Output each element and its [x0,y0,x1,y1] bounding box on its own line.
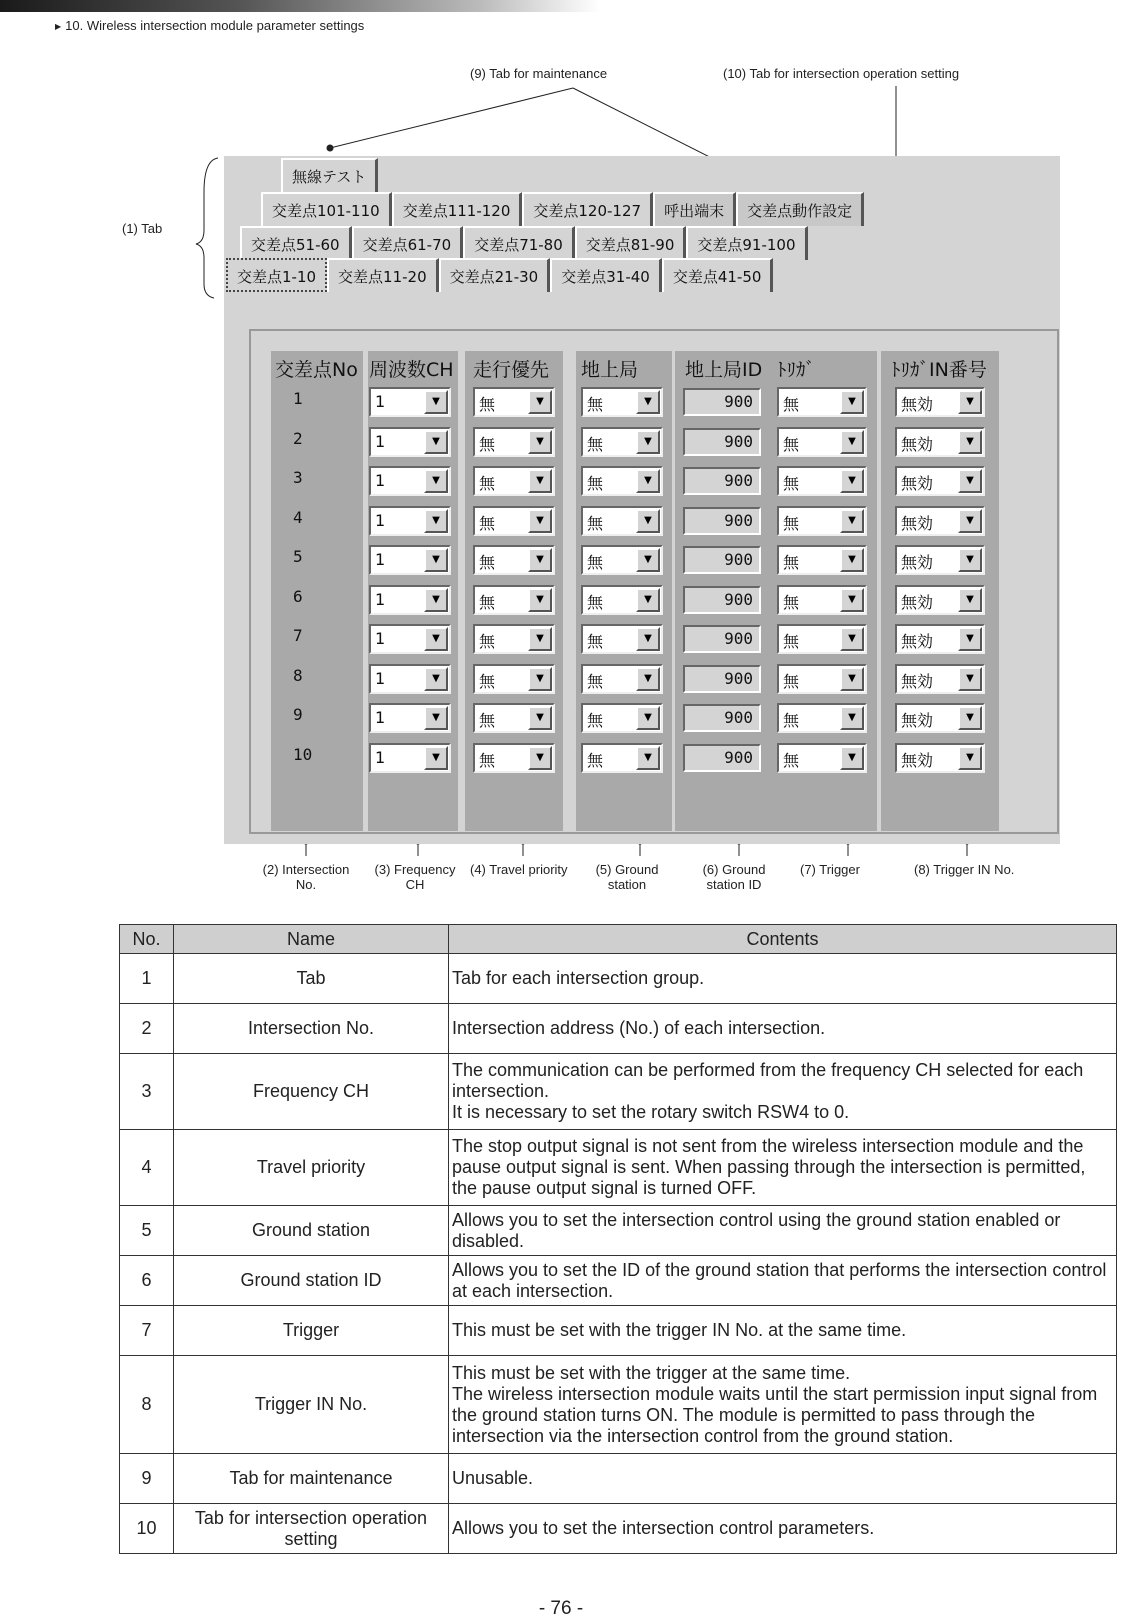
header-contents: Contents [449,925,1117,954]
travel-priority-select[interactable] [473,545,555,575]
ground-station-select-value: 無 [587,434,604,454]
dropdown-arrow-icon[interactable]: ▼ [424,390,448,414]
row-contents-cell: This must be set with the trigger at the same time. The wireless intersection module waits until the start permission input signal from the ground station turns ON. The module is permitted to pass through the intersection via the intersection control from the ground station. [449,1356,1117,1454]
ground-station-select-value: 無 [587,395,604,414]
tab-row-3 [240,226,808,260]
header-name: Name [174,925,449,954]
table-row [120,954,1117,1004]
travel-priority-select-value: 無 [479,395,496,414]
ground-station-id-field[interactable]: 900 [683,704,761,732]
travel-priority-select-value: 無 [479,671,496,691]
dropdown-arrow-icon[interactable]: ▼ [424,469,448,493]
table-body [120,954,1117,1554]
trigger-in-no-select[interactable] [895,743,985,773]
description-table [119,924,1117,1554]
tab-111-120[interactable]: 交差点111-120 [392,192,523,226]
trigger-in-no-select-value: 無効 [901,474,934,493]
trigger-in-no-select-value: 無効 [901,434,934,454]
ground-station-id-field[interactable]: 900 [683,467,761,495]
trigger-select-value: 無 [783,434,800,454]
row-name-cell: Tab [174,954,449,1004]
travel-priority-select-value: 無 [479,553,496,572]
callout-tab: (1) Tab [122,221,163,236]
trigger-in-no-select-value: 無効 [901,711,934,730]
intersection-no-cell: 5 [293,547,303,566]
trigger-select[interactable] [777,624,867,654]
intersection-no-cell: 6 [293,586,303,606]
ground-station-select[interactable] [581,743,663,773]
tab-intersection-operation[interactable]: 交差点動作設定 [736,192,864,226]
travel-priority-select-value: 無 [479,592,496,612]
table-header-row [120,925,1117,954]
ground-station-id-field[interactable]: 900 [683,388,761,416]
travel-priority-select-value: 無 [479,474,496,493]
travel-priority-select[interactable] [473,664,555,694]
dropdown-arrow-icon[interactable]: ▼ [424,548,448,572]
trigger-in-no-select-value: 無効 [901,632,934,651]
tab-61-70[interactable]: 交差点61-70 [352,226,464,260]
trigger-select-value: 無 [783,553,800,572]
tab-41-50[interactable]: 交差点41-50 [662,258,774,292]
ground-station-select[interactable] [581,664,663,694]
dropdown-arrow-icon[interactable]: ▼ [424,588,448,612]
ground-station-select-value: 無 [587,671,604,691]
ground-station-id-field[interactable]: 900 [683,546,761,574]
dropdown-arrow-icon[interactable]: ▼ [636,588,660,612]
dropdown-arrow-icon[interactable]: ▼ [528,706,552,730]
row-contents-cell: Tab for each intersection group. [449,954,1117,1004]
trigger-select-value: 無 [783,711,800,730]
ground-station-id-field[interactable]: 900 [683,625,761,653]
ground-station-select-value: 無 [587,474,604,493]
frequency-ch-select[interactable] [369,545,451,575]
trigger-select[interactable] [777,387,867,417]
travel-priority-select[interactable] [473,387,555,417]
intersection-no-cell: 10 [293,744,313,764]
frequency-ch-select[interactable] [369,703,451,733]
intersection-no-cell: 2 [293,428,303,448]
travel-priority-select[interactable] [473,703,555,733]
dropdown-arrow-icon[interactable]: ▼ [840,548,864,572]
row-name-cell: Tab for maintenance [174,1454,449,1504]
row-no-cell: 6 [120,1256,174,1306]
trigger-select-value: 無 [783,474,800,493]
dropdown-arrow-icon[interactable]: ▼ [424,746,448,770]
trigger-in-no-select[interactable] [895,703,985,733]
frequency-ch-select-value: 1 [375,589,386,609]
callout-tab-maintenance: (9) Tab for maintenance [470,66,608,81]
row-no-cell: 3 [120,1054,174,1130]
dropdown-arrow-icon[interactable]: ▼ [528,588,552,612]
header-trigger: ﾄﾘｶﾞ [777,359,816,381]
frequency-ch-select[interactable] [369,743,451,773]
row-name-cell: Frequency CH [174,1054,449,1130]
tab-91-100[interactable]: 交差点91-100 [686,226,807,260]
frequency-ch-select[interactable] [369,466,451,496]
dropdown-arrow-icon[interactable]: ▼ [636,548,660,572]
row-name-cell: Travel priority [174,1130,449,1206]
header-no: No. [120,925,174,954]
table-row [120,1004,1117,1054]
dropdown-arrow-icon[interactable]: ▼ [840,627,864,651]
row-contents-cell: Allows you to set the intersection control using the ground station enabled or disabled. [449,1206,1117,1256]
travel-priority-select[interactable] [473,585,555,615]
frequency-ch-select-value: 1 [375,708,386,727]
header-ground-station: 地上局 [581,359,639,381]
frequency-ch-select-value: 1 [375,629,386,648]
frequency-ch-select[interactable] [369,387,451,417]
dropdown-arrow-icon[interactable]: ▼ [958,390,982,414]
tab-120-127[interactable]: 交差点120-127 [522,192,653,226]
frequency-ch-select[interactable] [369,506,451,536]
dropdown-arrow-icon[interactable]: ▼ [528,746,552,770]
dropdown-arrow-icon[interactable]: ▼ [636,430,660,454]
dropdown-arrow-icon[interactable]: ▼ [958,588,982,612]
dropdown-arrow-icon[interactable]: ▼ [528,548,552,572]
trigger-in-no-select-value: 無効 [901,671,934,691]
dropdown-arrow-icon[interactable]: ▼ [636,746,660,770]
trigger-in-no-select-value: 無効 [901,750,934,770]
row-no-cell: 9 [120,1454,174,1504]
triangle-bullet-icon: ▶ [55,22,62,31]
dropdown-arrow-icon[interactable]: ▼ [528,627,552,651]
dropdown-arrow-icon[interactable]: ▼ [636,706,660,730]
trigger-select[interactable] [777,545,867,575]
tab-101-110[interactable]: 交差点101-110 [261,192,392,226]
tab-51-60[interactable]: 交差点51-60 [240,226,352,260]
tab-call-terminal[interactable]: 呼出端末 [653,192,736,226]
travel-priority-select[interactable] [473,624,555,654]
table-row [120,1130,1117,1206]
frequency-ch-select[interactable] [369,664,451,694]
dropdown-arrow-icon[interactable]: ▼ [840,469,864,493]
table-row [120,1054,1117,1130]
tab-21-30[interactable]: 交差点21-30 [439,258,551,292]
table-row [120,1454,1117,1504]
ground-station-select-value: 無 [587,592,604,612]
frequency-ch-select-value: 1 [375,471,386,490]
tab-wireless-test[interactable]: 無線テスト [281,158,378,192]
dropdown-arrow-icon[interactable]: ▼ [636,469,660,493]
dropdown-arrow-icon[interactable]: ▼ [636,509,660,533]
tab-71-80[interactable]: 交差点71-80 [463,226,575,260]
trigger-in-no-select[interactable] [895,387,985,417]
row-no-cell: 8 [120,1356,174,1454]
table-row [120,1504,1117,1554]
dropdown-arrow-icon[interactable]: ▼ [424,627,448,651]
frequency-ch-select-value: 1 [375,392,386,411]
trigger-in-no-select-value: 無効 [901,592,934,612]
trigger-in-no-select-value: 無効 [901,395,934,414]
ground-station-id-field[interactable]: 900 [683,744,761,772]
dropdown-arrow-icon[interactable]: ▼ [958,667,982,691]
tab-1-10[interactable]: 交差点1-10 [226,258,327,292]
trigger-in-no-select[interactable] [895,466,985,496]
dropdown-arrow-icon[interactable]: ▼ [840,706,864,730]
trigger-select-value: 無 [783,592,800,612]
ground-station-select[interactable] [581,703,663,733]
trigger-select-value: 無 [783,632,800,651]
header-travel-priority: 走行優先 [473,359,550,381]
trigger-in-no-select[interactable] [895,427,985,457]
ground-station-select-value: 無 [587,632,604,651]
intersection-no-cell: 9 [293,705,303,724]
dropdown-arrow-icon[interactable]: ▼ [958,706,982,730]
dropdown-arrow-icon[interactable]: ▼ [840,667,864,691]
ground-station-select[interactable] [581,387,663,417]
trigger-select[interactable] [777,743,867,773]
ground-station-select-value: 無 [587,711,604,730]
row-contents-cell: Allows you to set the ID of the ground station that performs the intersection control at each intersection. [449,1256,1117,1306]
trigger-in-no-select[interactable] [895,664,985,694]
trigger-select[interactable] [777,506,867,536]
travel-priority-select-value: 無 [479,434,496,454]
tab-row-2 [261,192,864,226]
table-row [120,1206,1117,1256]
page-number: - 76 - [538,1598,584,1619]
intersection-no-cell: 4 [293,507,303,527]
row-contents-cell: Intersection address (No.) of each intersection. [449,1004,1117,1054]
dropdown-arrow-icon[interactable]: ▼ [958,469,982,493]
callout-trigger-in-no: (8) Trigger IN No. [914,862,1015,877]
parameter-grid [249,329,1059,834]
frequency-ch-select[interactable] [369,585,451,615]
row-name-cell: Trigger IN No. [174,1356,449,1454]
callout-ground-station-id: (6) Ground station ID [702,862,766,892]
tab-11-20[interactable]: 交差点11-20 [327,258,439,292]
trigger-in-no-select[interactable] [895,506,985,536]
section-title-text: 10. Wireless intersection module parameter settings [65,18,365,33]
tab-81-90[interactable]: 交差点81-90 [575,226,687,260]
tab-row-4 [226,258,773,292]
row-no-cell: 10 [120,1504,174,1554]
trigger-in-no-select-value: 無効 [901,553,934,572]
dropdown-arrow-icon[interactable]: ▼ [528,469,552,493]
parameter-settings-window [224,156,1060,844]
ground-station-select-value: 無 [587,553,604,572]
intersection-no-cell: 3 [293,468,303,487]
header-intersection-no: 交差点No [275,359,358,381]
ground-station-select[interactable] [581,466,663,496]
trigger-select[interactable] [777,664,867,694]
trigger-select-value: 無 [783,671,800,691]
ground-station-id-field[interactable]: 900 [683,665,761,693]
header-frequency-ch: 周波数CH [369,359,454,381]
row-contents-cell: The communication can be performed from the frequency CH selected for each intersection. It is necessary to set the rotary switch RSW4 to 0. [449,1054,1117,1130]
row-contents-cell: Allows you to set the intersection control parameters. [449,1504,1117,1554]
ground-station-select[interactable] [581,506,663,536]
column-intersection-no [271,351,363,831]
callout-intersection-no: (2) Intersection No. [262,862,350,892]
dropdown-arrow-icon[interactable]: ▼ [958,430,982,454]
dropdown-arrow-icon[interactable]: ▼ [840,509,864,533]
trigger-select-value: 無 [783,513,800,533]
dropdown-arrow-icon[interactable]: ▼ [840,746,864,770]
ground-station-id-field[interactable]: 900 [683,428,761,456]
dropdown-arrow-icon[interactable]: ▼ [840,430,864,454]
row-name-cell: Ground station ID [174,1256,449,1306]
dropdown-arrow-icon[interactable]: ▼ [528,509,552,533]
trigger-in-no-select[interactable] [895,545,985,575]
ground-station-id-field[interactable]: 900 [683,586,761,614]
row-no-cell: 4 [120,1130,174,1206]
callout-tab-operation: (10) Tab for intersection operation setting [723,66,960,81]
dropdown-arrow-icon[interactable]: ▼ [424,430,448,454]
ground-station-select-value: 無 [587,750,604,770]
travel-priority-select[interactable] [473,466,555,496]
table-row [120,1306,1117,1356]
row-name-cell: Intersection No. [174,1004,449,1054]
travel-priority-select-value: 無 [479,632,496,651]
travel-priority-select[interactable] [473,743,555,773]
ground-station-select[interactable] [581,624,663,654]
trigger-in-no-select[interactable] [895,585,985,615]
row-no-cell: 1 [120,954,174,1004]
dropdown-arrow-icon[interactable]: ▼ [636,667,660,691]
dropdown-arrow-icon[interactable]: ▼ [958,509,982,533]
frequency-ch-select[interactable] [369,427,451,457]
trigger-select[interactable] [777,427,867,457]
table-row [120,1256,1117,1306]
trigger-select-value: 無 [783,750,800,770]
callout-ground-station: (5) Ground station [595,862,659,892]
tab-31-40[interactable]: 交差点31-40 [550,258,662,292]
frequency-ch-select-value: 1 [375,550,386,569]
ground-station-id-field[interactable]: 900 [683,507,761,535]
trigger-select-value: 無 [783,395,800,414]
frequency-ch-select-value: 1 [375,431,386,451]
travel-priority-select[interactable] [473,427,555,457]
frequency-ch-select-value: 1 [375,510,386,530]
dropdown-arrow-icon[interactable]: ▼ [424,509,448,533]
header-ground-station-id: 地上局ID [685,359,763,381]
frequency-ch-select[interactable] [369,624,451,654]
trigger-select[interactable] [777,585,867,615]
dropdown-arrow-icon[interactable]: ▼ [528,430,552,454]
row-name-cell: Trigger [174,1306,449,1356]
frequency-ch-select-value: 1 [375,668,386,688]
dropdown-arrow-icon[interactable]: ▼ [528,390,552,414]
dropdown-arrow-icon[interactable]: ▼ [424,706,448,730]
travel-priority-select-value: 無 [479,711,496,730]
row-no-cell: 2 [120,1004,174,1054]
header-trigger-in-no: ﾄﾘｶﾞIN番号 [891,359,987,381]
callout-travel-priority: (4) Travel priority [470,862,568,877]
trigger-select[interactable] [777,703,867,733]
ground-station-select[interactable] [581,585,663,615]
intersection-no-cell: 1 [293,389,303,408]
tab-row-1 [281,158,378,192]
dropdown-arrow-icon[interactable]: ▼ [958,627,982,651]
dropdown-arrow-icon[interactable]: ▼ [636,627,660,651]
dropdown-arrow-icon[interactable]: ▼ [840,390,864,414]
ground-station-select[interactable] [581,545,663,575]
callout-frequency-ch: (3) Frequency CH [374,862,456,892]
ground-station-select[interactable] [581,427,663,457]
dropdown-arrow-icon[interactable]: ▼ [424,667,448,691]
row-name-cell: Tab for intersection operation setting [174,1504,449,1554]
travel-priority-select[interactable] [473,506,555,536]
trigger-select[interactable] [777,466,867,496]
travel-priority-select-value: 無 [479,513,496,533]
intersection-no-cell: 7 [293,626,303,645]
frequency-ch-select-value: 1 [375,747,386,767]
row-no-cell: 7 [120,1306,174,1356]
dropdown-arrow-icon[interactable]: ▼ [636,390,660,414]
dropdown-arrow-icon[interactable]: ▼ [840,588,864,612]
table-row [120,1356,1117,1454]
dropdown-arrow-icon[interactable]: ▼ [528,667,552,691]
row-no-cell: 5 [120,1206,174,1256]
intersection-no-cell: 8 [293,665,303,685]
travel-priority-select-value: 無 [479,750,496,770]
trigger-in-no-select-value: 無効 [901,513,934,533]
ground-station-select-value: 無 [587,513,604,533]
trigger-in-no-select[interactable] [895,624,985,654]
row-contents-cell: Unusable. [449,1454,1117,1504]
callout-trigger: (7) Trigger [800,862,860,877]
row-contents-cell: This must be set with the trigger IN No. at the same time. [449,1306,1117,1356]
row-name-cell: Ground station [174,1206,449,1256]
row-contents-cell: The stop output signal is not sent from the wireless intersection module and the pause output signal is sent. When passing through the intersection is permitted, the pause output signal is turned OFF. [449,1130,1117,1206]
dropdown-arrow-icon[interactable]: ▼ [958,548,982,572]
dropdown-arrow-icon[interactable]: ▼ [958,746,982,770]
